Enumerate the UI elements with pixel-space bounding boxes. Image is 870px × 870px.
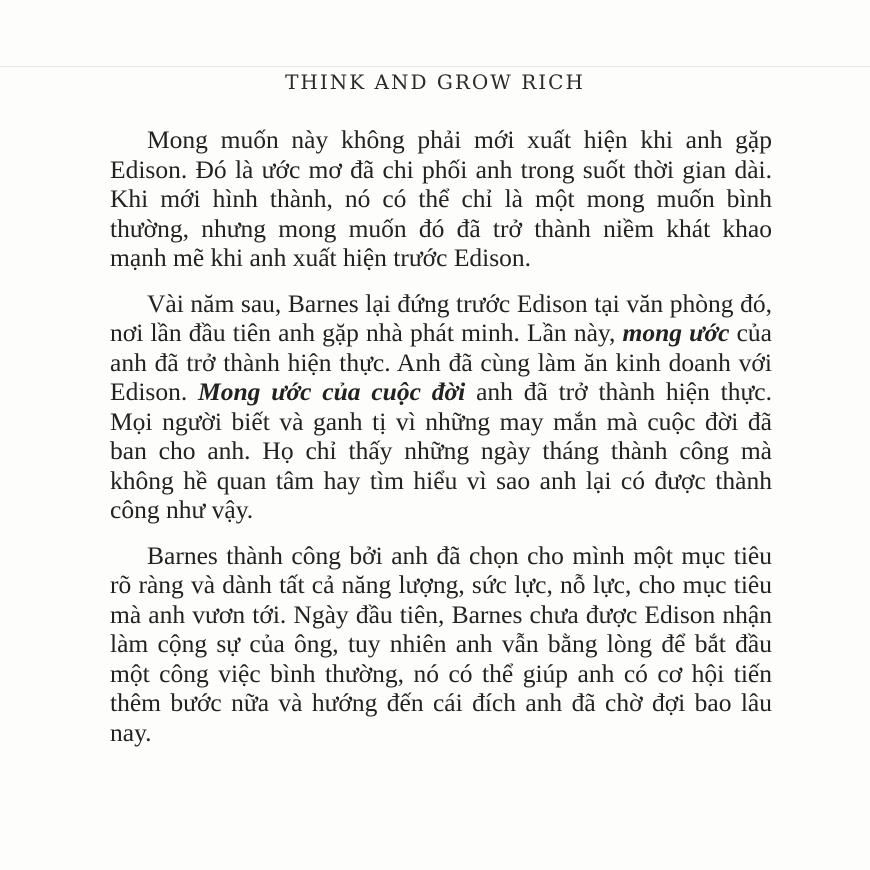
paragraph-1 — [110, 125, 772, 273]
body-text — [110, 125, 772, 763]
emphasized-text: Mong ước của cuộc đời — [198, 377, 466, 406]
text-segment: Mong muốn này không phải mới xuất hiện khi anh gặp Edison. Đó là ước mơ đã chi phối anh trong suốt thời gian dài. Khi mới hình thành, nó có thể chỉ là một mong muốn bình thường, nhưng mong muốn đó đã trở thành niềm khát khao mạnh mẽ khi anh xuất hiện trước Edison. — [110, 125, 772, 272]
text-segment: anh đã trở thành hiện thực. Mọi người biết và ganh tị vì những may mắn mà cuộc đời đã ban cho anh. Họ chỉ thấy những ngày tháng thành công mà không hề quan tâm hay tìm hiểu vì sao anh lại có được thành công như vậy. — [110, 377, 772, 524]
emphasized-text: mong ước — [622, 318, 730, 347]
paragraph-3 — [110, 541, 772, 748]
text-segment: Vài năm sau, Barnes lại đứng trước Edison tại văn phòng đó, nơi lần đầu tiên anh gặp nhà phát minh. Lần này, — [110, 288, 772, 347]
running-head: THINK AND GROW RICH — [285, 70, 585, 94]
page-top-divider — [0, 66, 870, 67]
text-segment: của anh đã trở thành hiện thực. Anh đã cùng làm ăn kinh doanh với Edison. — [110, 318, 773, 406]
text-segment: Barnes thành công bởi anh đã chọn cho mình một mục tiêu rõ ràng và dành tất cả năng lượng, sức lực, nỗ lực, cho mục tiêu mà anh vươn tới. Ngày đầu tiên, Barnes chưa được Edison nhận làm cộng sự của ông, tuy nhiên anh vẫn bằng lòng để bắt đầu một công việc bình thường, nó có thể giúp anh có cơ hội tiến thêm bước nữa và hướng đến cái đích anh đã chờ đợi bao lâu nay. — [110, 540, 772, 747]
paragraph-2 — [110, 289, 772, 525]
